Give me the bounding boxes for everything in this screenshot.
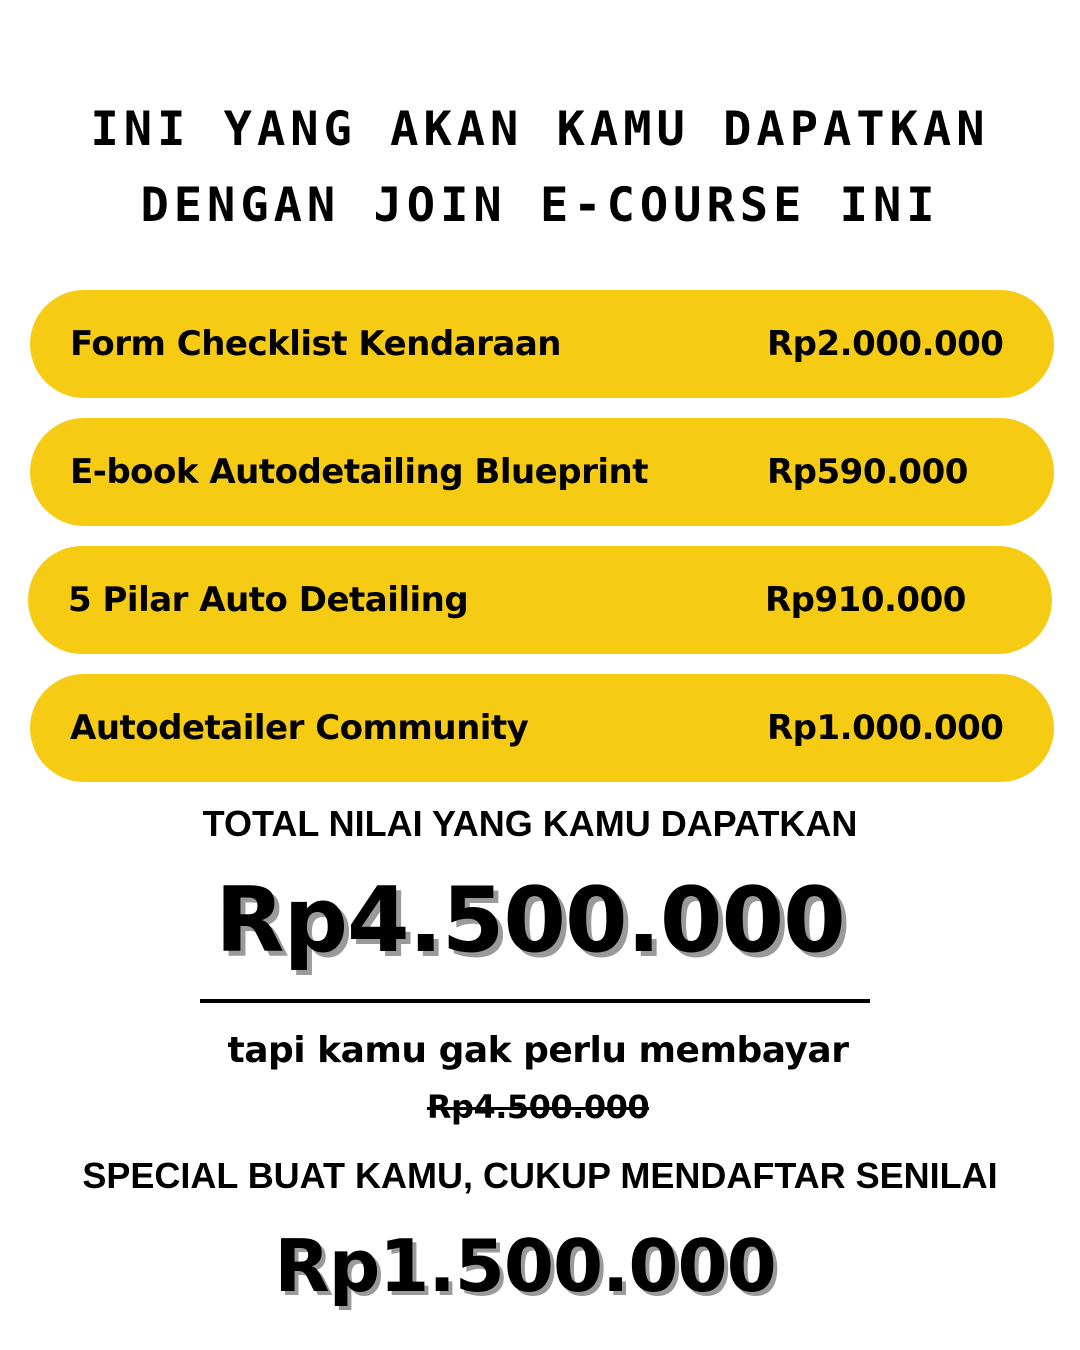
benefit-item xyxy=(30,290,1054,398)
benefit-item xyxy=(30,674,1054,782)
benefit-item-price: Rp1.000.000 xyxy=(767,708,1004,748)
benefit-item xyxy=(30,418,1054,526)
no-pay-note: tapi kamu gak perlu membayar xyxy=(227,1030,849,1071)
special-offer-price: Rp1.500.000 xyxy=(274,1224,776,1308)
benefit-item-name: E-book Autodetailing Blueprint xyxy=(70,452,648,492)
benefit-item-price: Rp590.000 xyxy=(767,452,968,492)
struck-through-price: Rp4.500.000 xyxy=(426,1088,650,1126)
divider xyxy=(200,999,870,1003)
benefit-item-name: Autodetailer Community xyxy=(70,708,529,748)
benefit-item-price: Rp2.000.000 xyxy=(767,324,1004,364)
benefit-item xyxy=(28,546,1052,654)
special-offer-label: SPECIAL BUAT KAMU, CUKUP MENDAFTAR SENILAI xyxy=(82,1155,998,1196)
headline-line-2: DENGAN JOIN E-COURSE INI xyxy=(140,178,940,233)
benefit-item-price: Rp910.000 xyxy=(765,580,966,620)
total-value-label: TOTAL NILAI YANG KAMU DAPATKAN xyxy=(202,803,858,844)
benefit-item-name: Form Checklist Kendaraan xyxy=(70,324,562,364)
total-value-price: Rp4.500.000 xyxy=(215,868,845,973)
benefit-item-name: 5 Pilar Auto Detailing xyxy=(68,580,469,620)
headline-line-1: INI YANG AKAN KAMU DAPATKAN xyxy=(90,102,990,157)
